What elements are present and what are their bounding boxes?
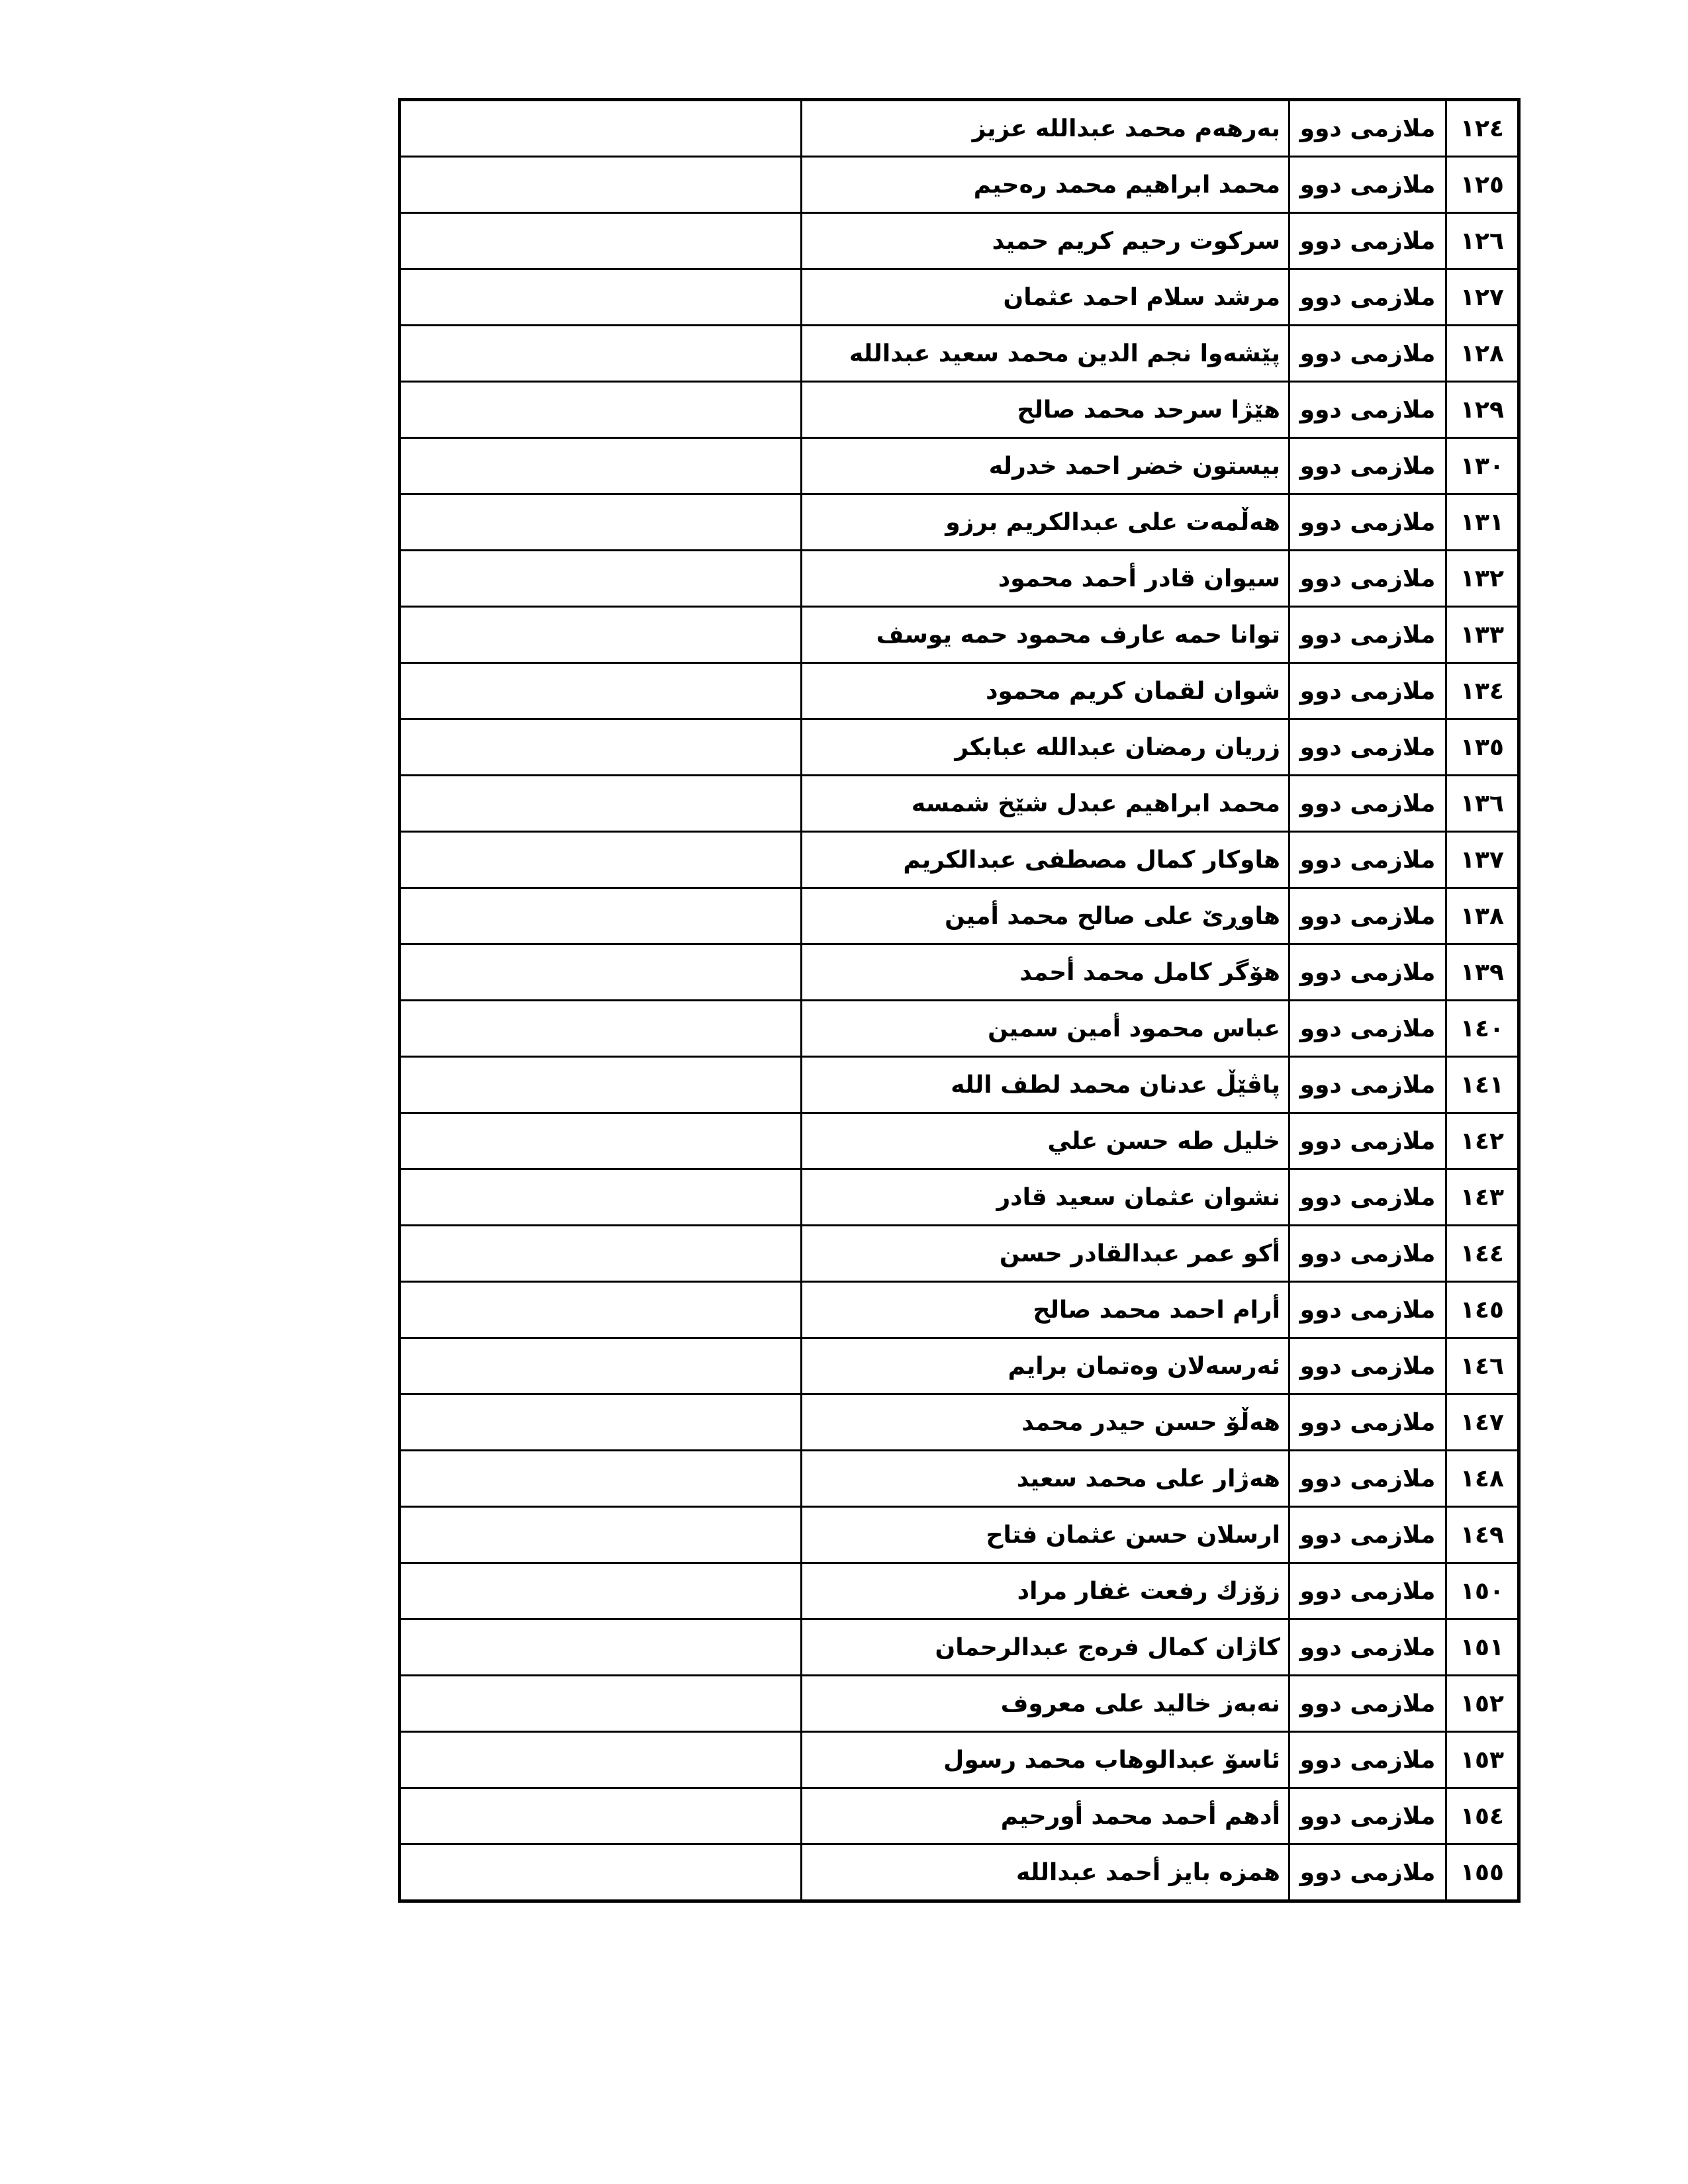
table-row bbox=[400, 607, 1519, 663]
note-cell bbox=[400, 100, 802, 157]
name-cell: هاوڕێ على صالح محمد أمين bbox=[802, 888, 1289, 944]
name-cell: خليل طە حسن علي bbox=[802, 1113, 1289, 1169]
row-number: ١٤١ bbox=[1446, 1057, 1519, 1113]
row-number: ١٢٧ bbox=[1446, 269, 1519, 326]
name-cell: هەڵۆ حسن حيدر محمد bbox=[802, 1394, 1289, 1451]
rank-cell: ملازمی دوو bbox=[1289, 1113, 1446, 1169]
note-cell bbox=[400, 1619, 802, 1676]
row-number: ١٣٢ bbox=[1446, 551, 1519, 607]
table-row bbox=[400, 382, 1519, 438]
table-row bbox=[400, 1676, 1519, 1732]
table-row bbox=[400, 494, 1519, 551]
note-cell bbox=[400, 1282, 802, 1338]
name-cell: أكو عمر عبدالقادر حسن bbox=[802, 1226, 1289, 1282]
row-number: ١٢٤ bbox=[1446, 100, 1519, 157]
row-number: ١٣٨ bbox=[1446, 888, 1519, 944]
row-number: ١٣١ bbox=[1446, 494, 1519, 551]
note-cell bbox=[400, 213, 802, 269]
note-cell bbox=[400, 1394, 802, 1451]
note-cell bbox=[400, 1507, 802, 1563]
row-number: ١٣٧ bbox=[1446, 832, 1519, 888]
row-number: ١٣٩ bbox=[1446, 944, 1519, 1001]
row-number: ١٤٢ bbox=[1446, 1113, 1519, 1169]
rank-cell: ملازمی دوو bbox=[1289, 100, 1446, 157]
rank-cell: ملازمی دوو bbox=[1289, 719, 1446, 776]
table-row bbox=[400, 1169, 1519, 1226]
name-cell: بەرهەم محمد عبداللە عزيز bbox=[802, 100, 1289, 157]
note-cell bbox=[400, 776, 802, 832]
note-cell bbox=[400, 1732, 802, 1788]
rank-cell: ملازمی دوو bbox=[1289, 944, 1446, 1001]
note-cell bbox=[400, 1844, 802, 1901]
rank-cell: ملازمی دوو bbox=[1289, 1507, 1446, 1563]
name-cell: أدهم أحمد محمد أورحيم bbox=[802, 1788, 1289, 1844]
note-cell bbox=[400, 944, 802, 1001]
rank-cell: ملازمی دوو bbox=[1289, 551, 1446, 607]
rank-cell: ملازمی دوو bbox=[1289, 157, 1446, 213]
table-row bbox=[400, 888, 1519, 944]
name-cell: زريان رمضان عبداللە عبابكر bbox=[802, 719, 1289, 776]
row-number: ١٢٩ bbox=[1446, 382, 1519, 438]
name-cell: زۆزك رفعت غفار مراد bbox=[802, 1563, 1289, 1619]
table-row bbox=[400, 1226, 1519, 1282]
table-row bbox=[400, 1057, 1519, 1113]
name-cell: ئەرسەلان وەتمان برايم bbox=[802, 1338, 1289, 1394]
rank-cell: ملازمی دوو bbox=[1289, 776, 1446, 832]
name-cell: ارسلان حسن عثمان فتاح bbox=[802, 1507, 1289, 1563]
name-cell: عباس محمود أمين سمين bbox=[802, 1001, 1289, 1057]
rank-cell: ملازمی دوو bbox=[1289, 1338, 1446, 1394]
table-row bbox=[400, 1394, 1519, 1451]
row-number: ١٤٦ bbox=[1446, 1338, 1519, 1394]
rank-cell: ملازمی دوو bbox=[1289, 382, 1446, 438]
table-row bbox=[400, 213, 1519, 269]
table-row bbox=[400, 551, 1519, 607]
note-cell bbox=[400, 1676, 802, 1732]
note-cell bbox=[400, 607, 802, 663]
note-cell bbox=[400, 1057, 802, 1113]
row-number: ١٣٣ bbox=[1446, 607, 1519, 663]
rank-cell: ملازمی دوو bbox=[1289, 1844, 1446, 1901]
note-cell bbox=[400, 1169, 802, 1226]
rank-cell: ملازمی دوو bbox=[1289, 607, 1446, 663]
table-row bbox=[400, 663, 1519, 719]
name-cell: سيوان قادر أحمد محمود bbox=[802, 551, 1289, 607]
note-cell bbox=[400, 157, 802, 213]
table-row bbox=[400, 1338, 1519, 1394]
table-row bbox=[400, 1788, 1519, 1844]
row-number: ١٢٦ bbox=[1446, 213, 1519, 269]
table-row bbox=[400, 1507, 1519, 1563]
name-cell: پاڤێڵ عدنان محمد لطف اللە bbox=[802, 1057, 1289, 1113]
table-row bbox=[400, 832, 1519, 888]
table-row bbox=[400, 100, 1519, 157]
row-number: ١٤٤ bbox=[1446, 1226, 1519, 1282]
row-number: ١٢٨ bbox=[1446, 326, 1519, 382]
name-cell: توانا حمە عارف محمود حمە يوسف bbox=[802, 607, 1289, 663]
note-cell bbox=[400, 438, 802, 494]
rank-cell: ملازمی دوو bbox=[1289, 494, 1446, 551]
table-row bbox=[400, 1282, 1519, 1338]
note-cell bbox=[400, 1226, 802, 1282]
note-cell bbox=[400, 663, 802, 719]
name-cell: هەژار على محمد سعيد bbox=[802, 1451, 1289, 1507]
table-row bbox=[400, 157, 1519, 213]
rank-cell: ملازمی دوو bbox=[1289, 1282, 1446, 1338]
row-number: ١٥٤ bbox=[1446, 1788, 1519, 1844]
rank-cell: ملازمی دوو bbox=[1289, 1732, 1446, 1788]
rank-cell: ملازمی دوو bbox=[1289, 1619, 1446, 1676]
rank-cell: ملازمی دوو bbox=[1289, 1563, 1446, 1619]
officer-roster-table bbox=[398, 98, 1521, 1903]
row-number: ١٥١ bbox=[1446, 1619, 1519, 1676]
row-number: ١٥٥ bbox=[1446, 1844, 1519, 1901]
row-number: ١٥٢ bbox=[1446, 1676, 1519, 1732]
note-cell bbox=[400, 1338, 802, 1394]
name-cell: أرام احمد محمد صالح bbox=[802, 1282, 1289, 1338]
table-row bbox=[400, 1001, 1519, 1057]
name-cell: شوان لقمان كريم محمود bbox=[802, 663, 1289, 719]
table-row bbox=[400, 719, 1519, 776]
table-row bbox=[400, 1113, 1519, 1169]
name-cell: هاوكار كمال مصطفى عبدالكريم bbox=[802, 832, 1289, 888]
rank-cell: ملازمی دوو bbox=[1289, 888, 1446, 944]
row-number: ١٣٤ bbox=[1446, 663, 1519, 719]
row-number: ١٤٠ bbox=[1446, 1001, 1519, 1057]
row-number: ١٣٦ bbox=[1446, 776, 1519, 832]
row-number: ١٥٠ bbox=[1446, 1563, 1519, 1619]
rank-cell: ملازمی دوو bbox=[1289, 1676, 1446, 1732]
rank-cell: ملازمی دوو bbox=[1289, 269, 1446, 326]
table-row bbox=[400, 1563, 1519, 1619]
table-row bbox=[400, 1844, 1519, 1901]
name-cell: هۆگر كامل محمد أحمد bbox=[802, 944, 1289, 1001]
name-cell: همزە بايز أحمد عبداللە bbox=[802, 1844, 1289, 1901]
name-cell: محمد ابراهيم عبدل شێخ شمسە bbox=[802, 776, 1289, 832]
name-cell: مرشد سلام احمد عثمان bbox=[802, 269, 1289, 326]
name-cell: هێژا سرحد محمد صالح bbox=[802, 382, 1289, 438]
note-cell bbox=[400, 494, 802, 551]
name-cell: هەڵمەت على عبدالكريم برزو bbox=[802, 494, 1289, 551]
note-cell bbox=[400, 719, 802, 776]
rank-cell: ملازمی دوو bbox=[1289, 1451, 1446, 1507]
rank-cell: ملازمی دوو bbox=[1289, 438, 1446, 494]
note-cell bbox=[400, 326, 802, 382]
name-cell: سركوت رحيم كريم حميد bbox=[802, 213, 1289, 269]
row-number: ١٣٥ bbox=[1446, 719, 1519, 776]
note-cell bbox=[400, 888, 802, 944]
rank-cell: ملازمی دوو bbox=[1289, 1394, 1446, 1451]
rank-cell: ملازمی دوو bbox=[1289, 326, 1446, 382]
table-row bbox=[400, 1451, 1519, 1507]
row-number: ١٥٣ bbox=[1446, 1732, 1519, 1788]
name-cell: نشوان عثمان سعيد قادر bbox=[802, 1169, 1289, 1226]
table-row bbox=[400, 326, 1519, 382]
rank-cell: ملازمی دوو bbox=[1289, 663, 1446, 719]
rank-cell: ملازمی دوو bbox=[1289, 832, 1446, 888]
row-number: ١٤٥ bbox=[1446, 1282, 1519, 1338]
note-cell bbox=[400, 382, 802, 438]
name-cell: محمد ابراهيم محمد رەحيم bbox=[802, 157, 1289, 213]
note-cell bbox=[400, 1001, 802, 1057]
note-cell bbox=[400, 1788, 802, 1844]
name-cell: كاژان كمال فرەج عبدالرحمان bbox=[802, 1619, 1289, 1676]
rank-cell: ملازمی دوو bbox=[1289, 1226, 1446, 1282]
row-number: ١٣٠ bbox=[1446, 438, 1519, 494]
rank-cell: ملازمی دوو bbox=[1289, 1788, 1446, 1844]
roster-body bbox=[400, 100, 1519, 1901]
row-number: ١٤٩ bbox=[1446, 1507, 1519, 1563]
name-cell: پێشەوا نجم الدين محمد سعيد عبداللە bbox=[802, 326, 1289, 382]
table-row bbox=[400, 1732, 1519, 1788]
table-row bbox=[400, 438, 1519, 494]
note-cell bbox=[400, 832, 802, 888]
rank-cell: ملازمی دوو bbox=[1289, 213, 1446, 269]
table-row bbox=[400, 1619, 1519, 1676]
name-cell: ئاسۆ عبدالوهاب محمد رسول bbox=[802, 1732, 1289, 1788]
row-number: ١٢٥ bbox=[1446, 157, 1519, 213]
rank-cell: ملازمی دوو bbox=[1289, 1169, 1446, 1226]
row-number: ١٤٣ bbox=[1446, 1169, 1519, 1226]
rank-cell: ملازمی دوو bbox=[1289, 1001, 1446, 1057]
note-cell bbox=[400, 1113, 802, 1169]
row-number: ١٤٨ bbox=[1446, 1451, 1519, 1507]
table-row bbox=[400, 944, 1519, 1001]
row-number: ١٤٧ bbox=[1446, 1394, 1519, 1451]
note-cell bbox=[400, 269, 802, 326]
note-cell bbox=[400, 1451, 802, 1507]
name-cell: بيستون خضر احمد خدرلە bbox=[802, 438, 1289, 494]
rank-cell: ملازمی دوو bbox=[1289, 1057, 1446, 1113]
note-cell bbox=[400, 1563, 802, 1619]
table-row bbox=[400, 269, 1519, 326]
note-cell bbox=[400, 551, 802, 607]
table-row bbox=[400, 776, 1519, 832]
name-cell: نەبەز خاليد على معروف bbox=[802, 1676, 1289, 1732]
